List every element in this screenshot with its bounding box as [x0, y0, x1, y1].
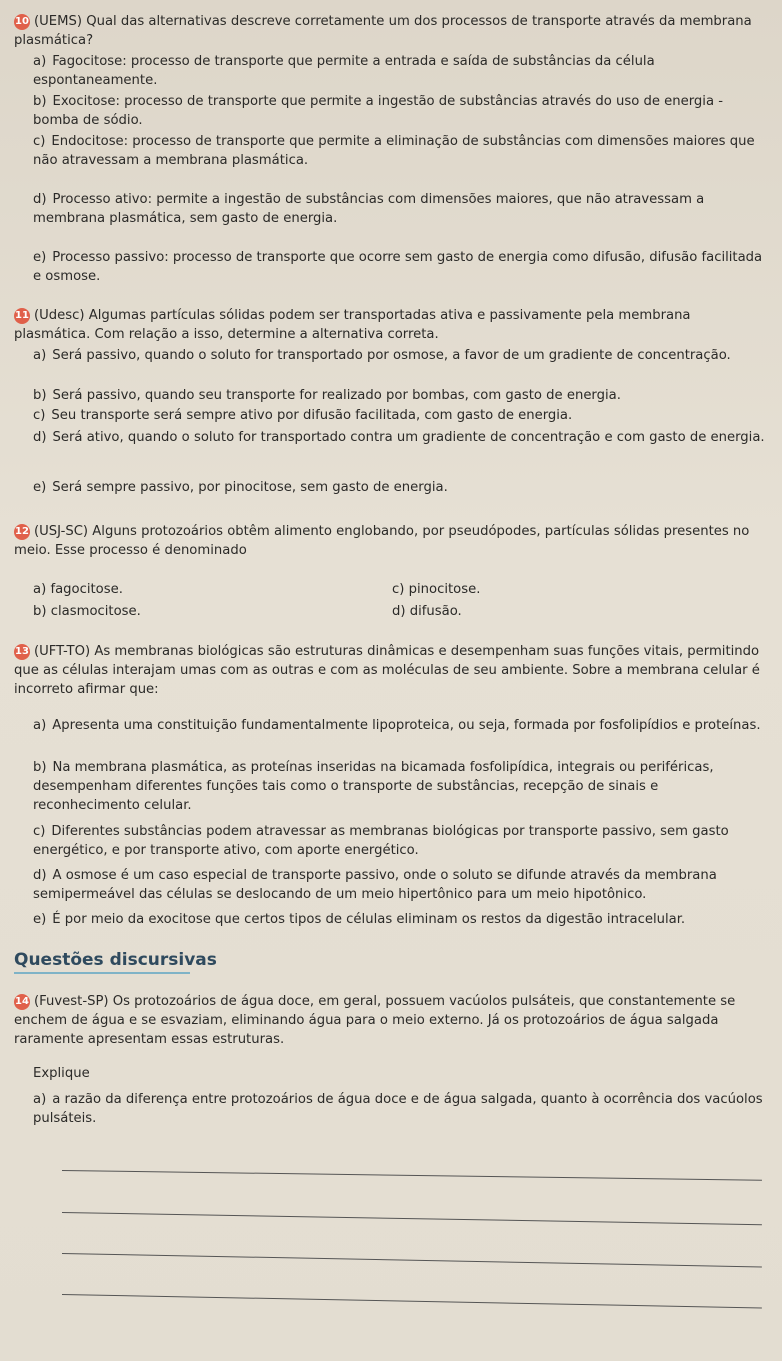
- option-d: d) Será ativo, quando o soluto for transportado contra um gradiente de concentração e com gasto de energia.: [33, 430, 765, 445]
- question-12: [14, 522, 768, 560]
- option-c: c) Diferentes substâncias podem atravessar as membranas biológicas por transporte passivo, sem gasto energético, e por transporte ativo, com aporte energético.: [33, 824, 729, 858]
- option-e: e) Processo passivo: processo de transporte que ocorre sem gasto de energia como difusão, difusão facilitada e osmose.: [33, 250, 763, 284]
- option-c: c) Endocitose: processo de transporte que permite a eliminação de substâncias com dimensões maiores que não atravessam a membrana plasmática.: [33, 134, 755, 168]
- question-stem: (UFT-TO) As membranas biológicas são estruturas dinâmicas e desempenham suas funções vitais, permitindo que as células interajam umas com as outras e com as moléculas de seu ambiente. Sobre a membrana celular é incorreto afirmar que:: [14, 644, 760, 697]
- item-a: a) a razão da diferença entre protozoários de água doce e de água salgada, quanto à ocorrência dos vacúolos pulsáteis.: [33, 1092, 763, 1126]
- option-b: b) clasmocitose.: [33, 604, 141, 619]
- question-number-badge: 12: [14, 524, 30, 540]
- option-d: d) difusão.: [392, 604, 462, 619]
- question-number-badge: 14: [14, 994, 30, 1010]
- question-11: [14, 306, 768, 344]
- answer-line[interactable]: [62, 1294, 762, 1308]
- answer-line[interactable]: [62, 1253, 762, 1267]
- instruction: Explique: [33, 1066, 90, 1081]
- question-14: [14, 992, 768, 1049]
- option-d: d) A osmose é um caso especial de transporte passivo, onde o soluto se difunde através da membrana semipermeável das células se deslocando de um meio hipertônico para um meio hipotônico.: [33, 868, 717, 902]
- option-a: a) fagocitose.: [33, 582, 123, 597]
- question-number-badge: 10: [14, 14, 30, 30]
- option-c: c) pinocitose.: [392, 582, 481, 597]
- option-e: e) É por meio da exocitose que certos tipos de células eliminam os restos da digestão intracelular.: [33, 912, 686, 927]
- option-b: b) Será passivo, quando seu transporte for realizado por bombas, com gasto de energia.: [33, 388, 621, 403]
- question-stem: (UEMS) Qual das alternativas descreve corretamente um dos processos de transporte através da membrana plasmática?: [14, 14, 752, 48]
- option-c: c) Seu transporte será sempre ativo por difusão facilitada, com gasto de energia.: [33, 408, 573, 423]
- question-stem: (Fuvest-SP) Os protozoários de água doce, em geral, possuem vacúolos pulsáteis, que constantemente se enchem de água e se esvaziam, eliminando água para o meio externo. Já os protozoários de água salgada raramente apresentam essas estruturas.: [14, 994, 736, 1047]
- section-title: Questões discursivas: [14, 950, 217, 970]
- option-b: b) Exocitose: processo de transporte que permite a ingestão de substâncias através do uso de energia - bomba de sódio.: [33, 94, 723, 128]
- option-a: a) Será passivo, quando o soluto for transportado por osmose, a favor de um gradiente de concentração.: [33, 348, 731, 363]
- question-number-badge: 11: [14, 308, 30, 324]
- section-underline: [14, 972, 190, 974]
- option-e: e) Será sempre passivo, por pinocitose, sem gasto de energia.: [33, 480, 448, 495]
- question-10: [14, 12, 768, 50]
- answer-line[interactable]: [62, 1212, 762, 1225]
- question-number-badge: 13: [14, 644, 30, 660]
- option-a: a) Apresenta uma constituição fundamentalmente lipoproteica, ou seja, formada por fosfolipídios e proteínas.: [33, 718, 761, 733]
- option-a: a) Fagocitose: processo de transporte que permite a entrada e saída de substâncias da célula espontaneamente.: [33, 54, 655, 88]
- option-b: b) Na membrana plasmática, as proteínas inseridas na bicamada fosfolipídica, integrais ou periféricas, desempenham diferentes funções tais como o transporte de substâncias, recepção de sinais e reconhecimento celular.: [33, 760, 714, 813]
- option-d: d) Processo ativo: permite a ingestão de substâncias com dimensões maiores, que não atravessam a membrana plasmática, sem gasto de energia.: [33, 192, 705, 226]
- question-13: [14, 642, 768, 699]
- question-stem: (Udesc) Algumas partículas sólidas podem ser transportadas ativa e passivamente pela membrana plasmática. Com relação a isso, determine a alternativa correta.: [14, 308, 691, 342]
- answer-line[interactable]: [62, 1170, 762, 1181]
- question-stem: (USJ-SC) Alguns protozoários obtêm alimento englobando, por pseudópodes, partículas sólidas presentes no meio. Esse processo é denominado: [14, 524, 750, 558]
